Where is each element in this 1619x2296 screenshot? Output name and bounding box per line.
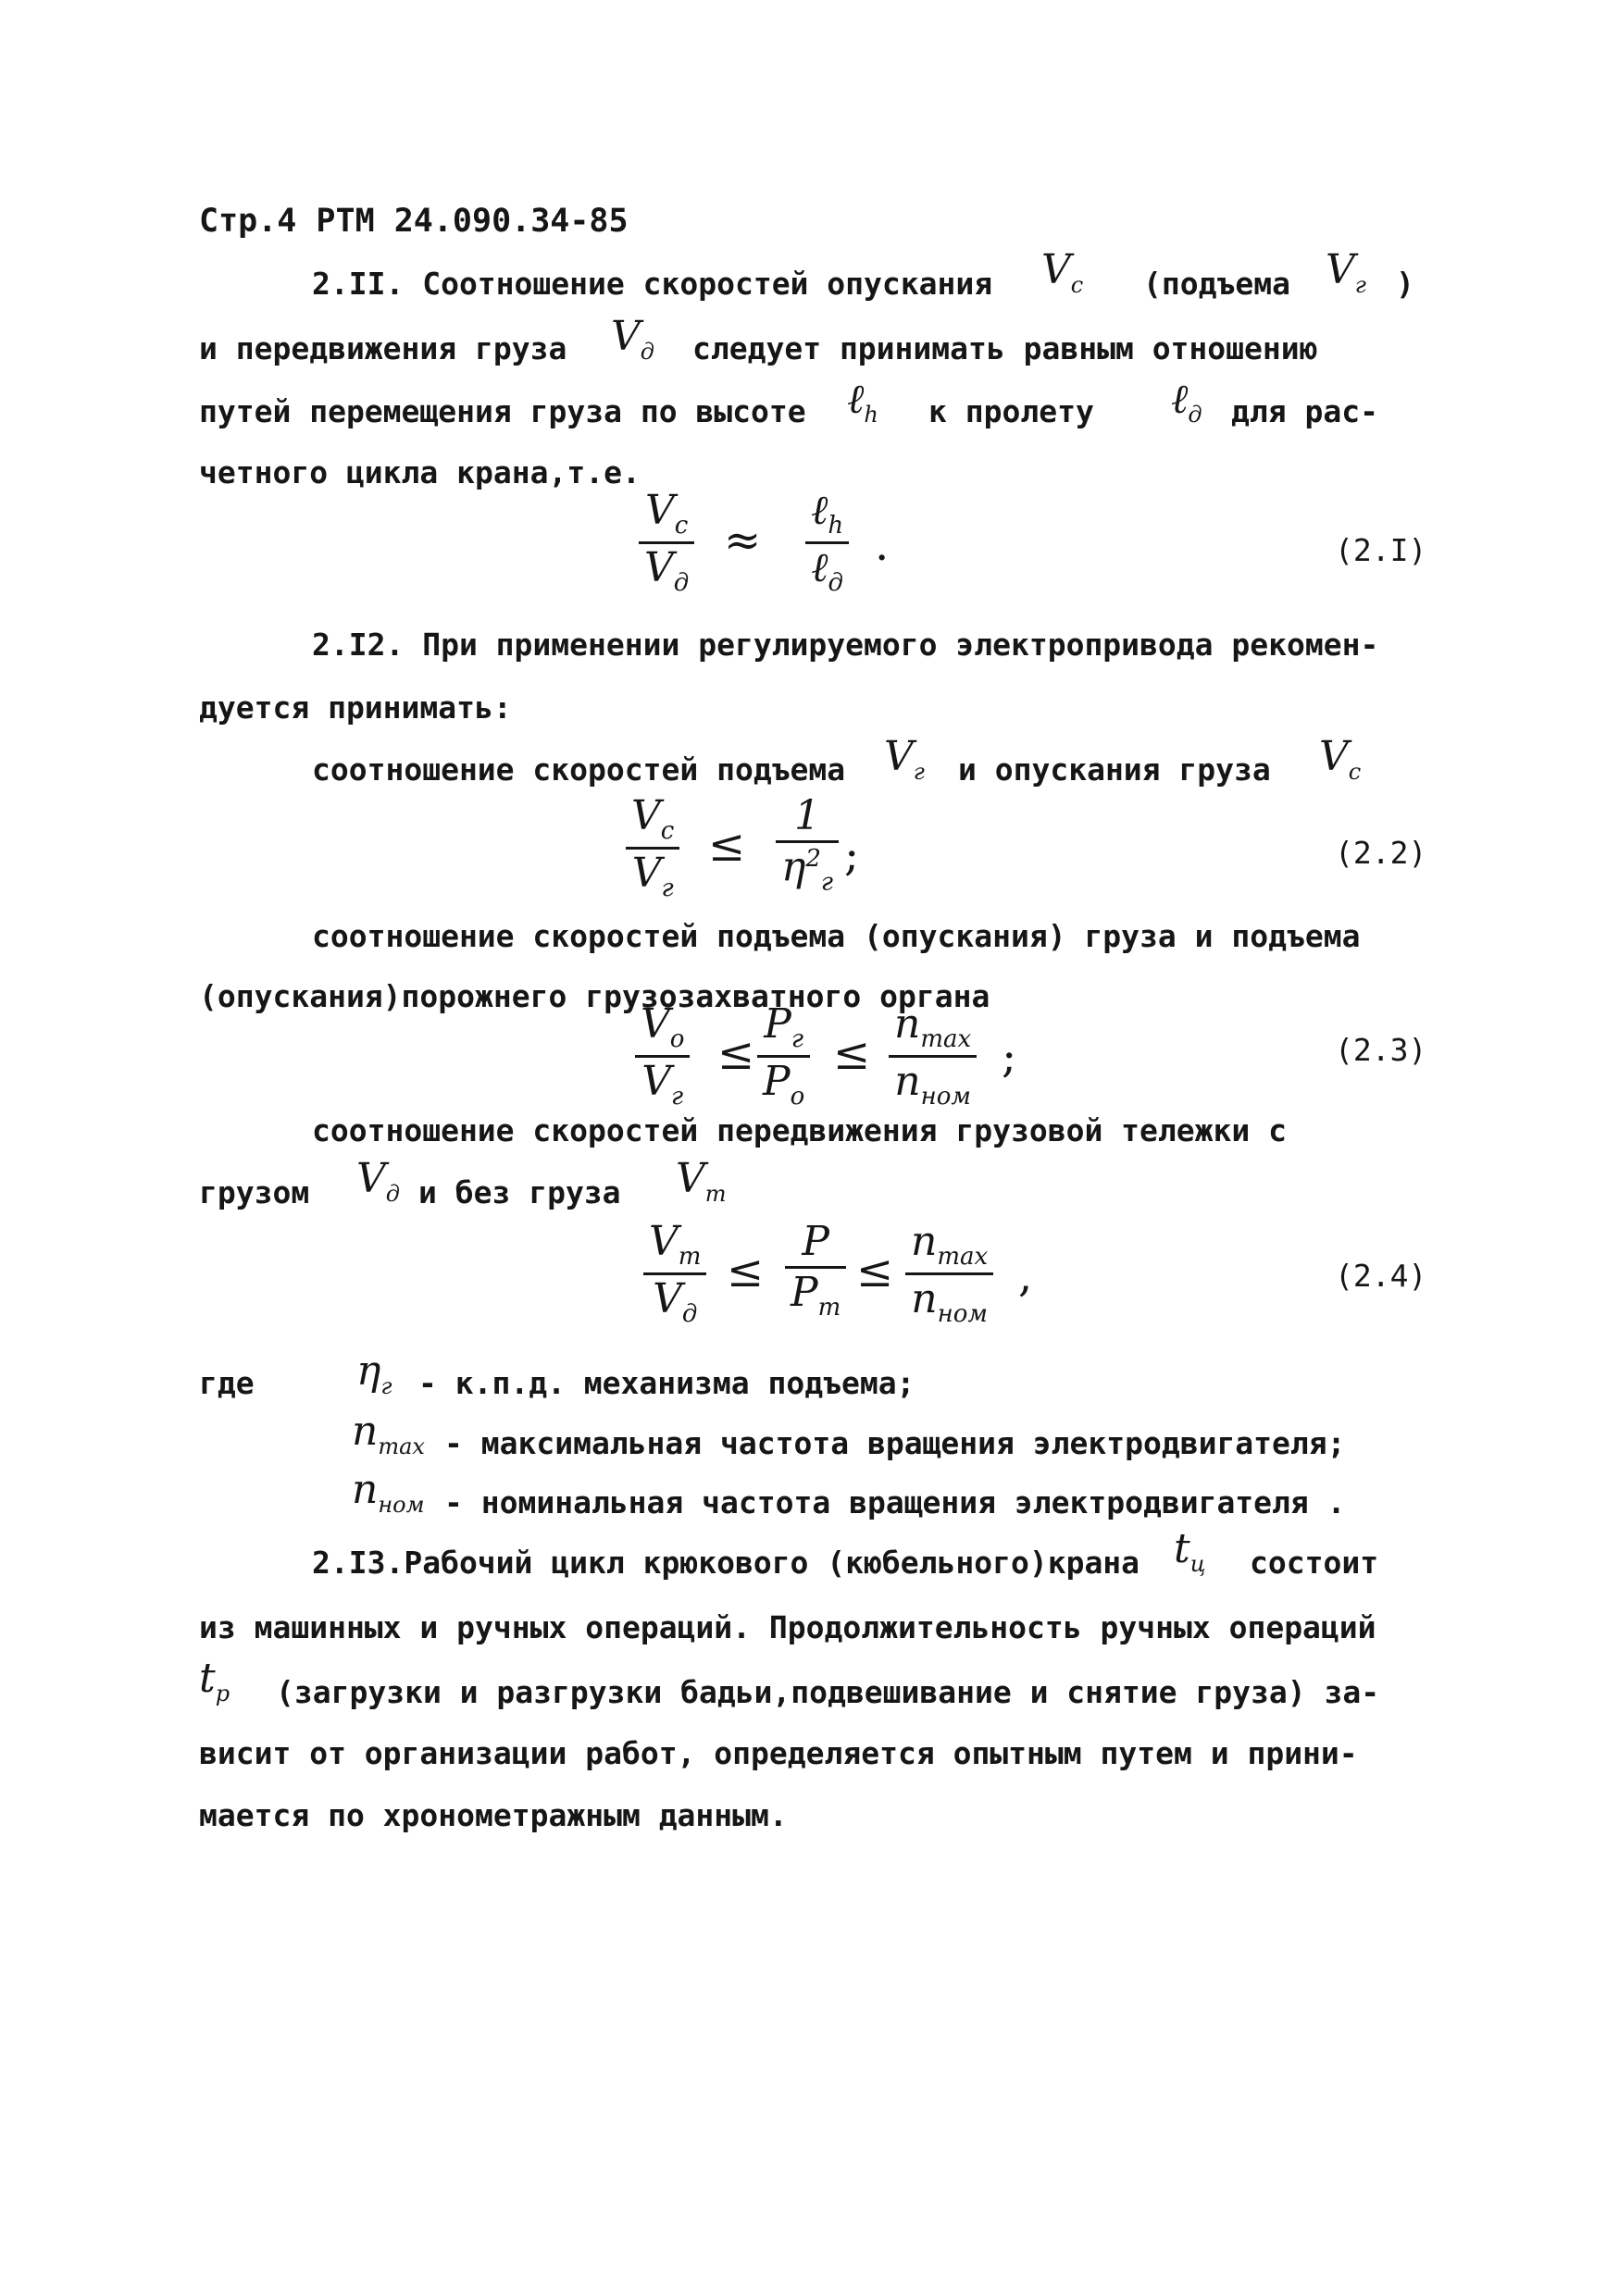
- p211-line3-a: путей перемещения груза по высоте: [199, 393, 806, 429]
- p213-line2: из машинных и ручных операций. Продолжительность ручных операций: [199, 1609, 1376, 1645]
- ratio2-line2: (опускания)порожнего грузозахватного органа: [199, 978, 990, 1014]
- p211-line1-b: (подъема: [1143, 266, 1290, 302]
- p213-line5: мается по хронометражным данным.: [199, 1797, 788, 1833]
- eq24-fraction-b: P $P_т$: [785, 1222, 846, 1320]
- eq22-relation: ≤: [708, 820, 746, 872]
- eq22-label: (2.2): [1335, 835, 1427, 871]
- eq21-left-fraction: $V_c$ $V_д$: [639, 490, 694, 595]
- p212-line3-b: и опускания груза: [958, 751, 1271, 788]
- eq24-fraction-c: $n_{max}$ $n_{ном}$: [905, 1222, 993, 1326]
- eq24-fraction-a: $V_т$ $V_д$: [643, 1222, 706, 1326]
- eq22-right-fraction: 1 $\eta^2_г$: [776, 796, 839, 894]
- eq23-fraction-c: $n_{max}$ $n_{ном}$: [889, 1004, 977, 1109]
- symbol-n-max: $n_{max}$: [352, 1408, 425, 1459]
- p211-line2-a: и передвижения груза: [199, 330, 567, 366]
- symbol-t-r: $t_р$: [199, 1655, 230, 1706]
- p211-line3-c: для рас-: [1231, 393, 1378, 429]
- eq23-label: (2.3): [1335, 1032, 1427, 1068]
- symbol-n-nom: $n_{ном}$: [352, 1466, 425, 1518]
- p213-line1-b: состоит: [1250, 1545, 1379, 1581]
- p213-line1-a: 2.I3.Рабочий цикл крюкового (кюбельного)крана: [312, 1545, 1140, 1581]
- symbol-vt: $V_т$: [676, 1155, 727, 1207]
- eq22-left-fraction: $V_c$ $V_г$: [626, 796, 679, 900]
- eq24-label: (2.4): [1335, 1258, 1427, 1294]
- eq21-label: (2.I): [1335, 532, 1427, 568]
- ratio3-line2-b: и без груза: [418, 1174, 621, 1210]
- symbol-vd: $V_д$: [611, 313, 654, 365]
- p213-line4: висит от организации работ, определяется опытным путем и прини-: [199, 1735, 1358, 1771]
- symbol-t-ts: $t_ц$: [1174, 1525, 1206, 1577]
- symbol-vc-2: $V_c$: [1319, 733, 1362, 785]
- p211-line1-a: 2.II. Соотношение скоростей опускания: [312, 266, 993, 302]
- symbol-vd-2: $V_д$: [356, 1155, 400, 1207]
- eq21-relation: ≈: [724, 515, 762, 566]
- ratio2-line1: соотношение скоростей подъема (опускания) груза и подъема: [312, 918, 1361, 954]
- where-eta-text: - к.п.д. механизма подъема;: [418, 1365, 915, 1401]
- where-nmax-text: - максимальная частота вращения электродвигателя;: [444, 1425, 1346, 1461]
- p213-line3-b: (загрузки и разгрузки бадьи,подвешивание и снятие груза) за-: [276, 1674, 1380, 1710]
- page-header: Стр.4 РТМ 24.090.34-85: [199, 203, 629, 240]
- eq23-end: ;: [1002, 1031, 1017, 1083]
- ratio3-line1: соотношение скоростей передвижения грузовой тележки с: [312, 1112, 1287, 1148]
- eq22-end: ;: [844, 829, 860, 881]
- symbol-ld: ℓ$_д$: [1171, 376, 1202, 428]
- eq21-right-fraction: ℓ$_h$ ℓ$_д$: [805, 490, 849, 595]
- eq23-fraction-a: $V_o$ $V_г$: [635, 1004, 690, 1109]
- eq23-relation-1: ≤: [717, 1028, 755, 1080]
- eq23-relation-2: ≤: [833, 1028, 871, 1080]
- p211-line2-b: следует принимать равным отношению: [692, 330, 1318, 366]
- p211-line1-c: ): [1396, 266, 1414, 302]
- where-nnom-text: - номинальная частота вращения электродвигателя .: [444, 1484, 1346, 1520]
- eq24-relation-2: ≤: [856, 1246, 894, 1297]
- symbol-vc: $V_c$: [1041, 246, 1084, 298]
- p212-line2: дуется принимать:: [199, 689, 512, 726]
- symbol-vg-2: $V_г$: [884, 733, 925, 785]
- eq23-fraction-b: $P_г$ $P_o$: [757, 1004, 810, 1109]
- eq24-end: ,: [1018, 1250, 1033, 1302]
- eq21-end: .: [875, 519, 890, 571]
- where-word: где: [199, 1365, 255, 1401]
- symbol-lh: ℓ$_h$: [847, 376, 878, 428]
- p212-line1: 2.I2. При применении регулируемого электропривода рекомен-: [312, 627, 1379, 663]
- p211-line3-b: к пролету: [928, 393, 1094, 429]
- ratio3-line2-a: грузом: [199, 1174, 310, 1210]
- p211-line4: четного цикла крана,т.е.: [199, 454, 641, 490]
- symbol-vg: $V_г$: [1326, 246, 1366, 298]
- p212-line3-a: соотношение скоростей подъема: [312, 751, 846, 788]
- symbol-eta-g: $\eta_г$: [356, 1347, 392, 1399]
- eq24-relation-1: ≤: [727, 1246, 765, 1297]
